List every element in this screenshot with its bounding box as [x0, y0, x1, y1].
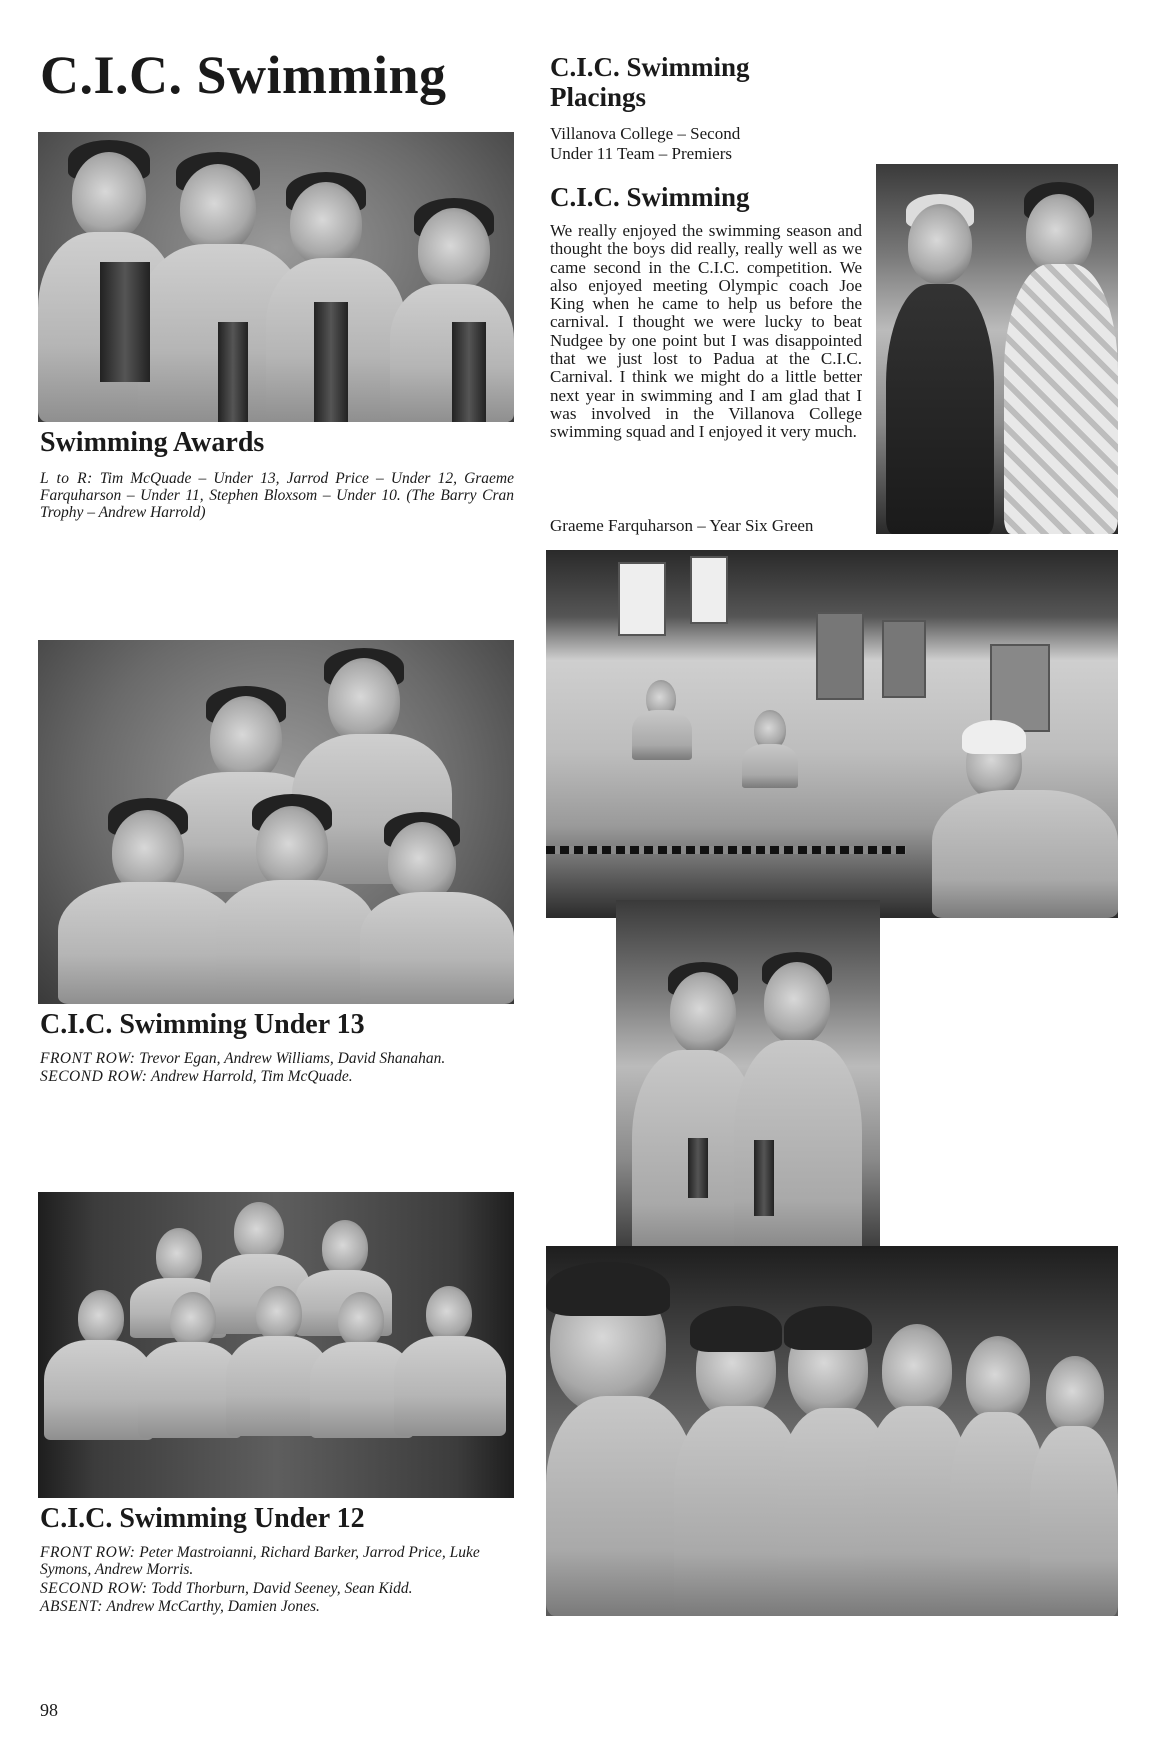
- under12-row-names: Todd Thorburn, David Seeney, Sean Kidd.: [147, 1580, 413, 1597]
- awards-caption-text: Tim McQuade – Under 13, Jarrod Price – Under 12, Graeme Farquharson – Under 11, Stephen Bloxsom – Under 10. (The Barry Cran Trophy – Andrew Harrold): [40, 470, 515, 521]
- page-title: C.I.C. Swimming: [40, 45, 447, 105]
- awards-caption-label: L to R:: [40, 470, 93, 487]
- awards-heading: Swimming Awards: [40, 427, 265, 458]
- under13-row-names: Trevor Egan, Andrew Williams, David Shanahan.: [135, 1050, 446, 1067]
- under12-caption-row-2: [40, 1580, 514, 1597]
- under12-heading: C.I.C. Swimming Under 12: [40, 1503, 365, 1534]
- awards-caption: [40, 470, 514, 521]
- placings-line-2: Under 11 Team – Premiers: [550, 144, 732, 163]
- under13-row-names: Andrew Harrold, Tim McQuade.: [147, 1068, 353, 1085]
- under12-row-label: FRONT ROW:: [40, 1544, 136, 1561]
- under13-caption-row-1: [40, 1050, 514, 1067]
- under13-heading: C.I.C. Swimming Under 13: [40, 1009, 365, 1040]
- under13-photo: [38, 640, 514, 1004]
- under12-caption-row-3: [40, 1598, 514, 1615]
- under12-photo: [38, 1192, 514, 1498]
- under12-row-names: Andrew McCarthy, Damien Jones.: [102, 1598, 320, 1615]
- under13-row-label: FRONT ROW:: [40, 1050, 136, 1067]
- under13-caption-row-2: [40, 1068, 514, 1085]
- under13-row-label: SECOND ROW:: [40, 1068, 148, 1085]
- placings-heading-line1: C.I.C. Swimming: [550, 52, 750, 82]
- under12-caption-row-1: [40, 1544, 514, 1578]
- pool-scene-photo: [546, 550, 1118, 918]
- placings-line-1: Villanova College – Second: [550, 124, 741, 143]
- page-number: 98: [40, 1700, 58, 1720]
- report-body: We really enjoyed the swimming season and thought the boys did really, really well as we came second in the C.I.C. competition. We also enjoyed meeting Olympic coach Joe King when he came to help us before the carnival. I thought we were lucky to beat Nudgee by one point but I was disappointed that we just lost to Padua at the C.I.C. Carnival. I think we might do a little better next year in swimming and I am glad that I was involved in the Villanova College swimming squad and I enjoyed it very much.: [550, 221, 862, 442]
- under12-row-label: ABSENT:: [40, 1598, 103, 1615]
- ribbon-winners-photo: [616, 900, 880, 1270]
- report-heading: C.I.C. Swimming: [550, 182, 750, 212]
- placings-heading-line2: Placings: [550, 82, 647, 112]
- under12-row-names: Peter Mastroianni, Richard Barker, Jarrod Price, Luke Symons, Andrew Morris.: [40, 1544, 480, 1578]
- two-swimmers-photo: [876, 164, 1118, 534]
- poolside-group-photo: [546, 1246, 1118, 1616]
- under12-row-label: SECOND ROW:: [40, 1580, 148, 1597]
- report-author: Graeme Farquharson – Year Six Green: [550, 516, 814, 535]
- awards-photo: [38, 132, 514, 422]
